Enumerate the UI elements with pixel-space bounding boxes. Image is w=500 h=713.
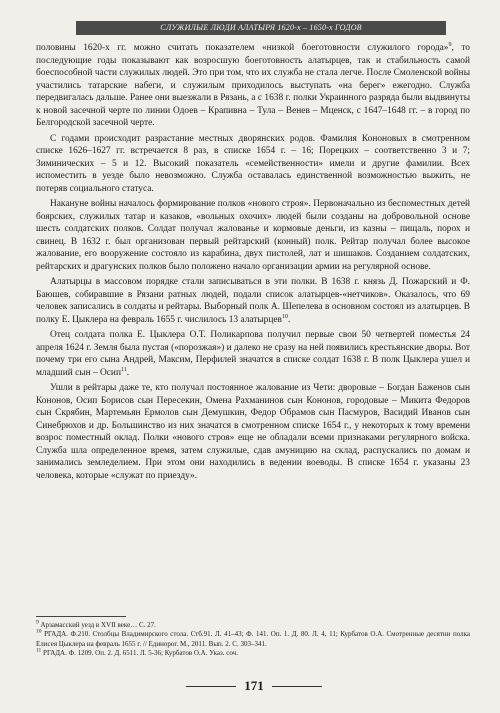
page-number-rule-right: [272, 686, 322, 687]
page-footer: [36, 678, 470, 694]
page-number-rule-left: [186, 686, 236, 687]
running-title: СЛУЖИЛЫЕ ЛЮДИ АЛАТЫРЯ 1620-х – 1650-х ГОДОВ: [160, 23, 362, 32]
footnote-10: $^{10}$ РГАДА. Ф.210. Столбцы Владимирского стола. Стб.91. Л. 41–43; Ф. 141. Оп. 1. Д. 80. Л. 4, 11; Курбатов О.А. Смотренные десятни полка Елисея Цыклера на февраль 1655 г. // Единорог. М., 2011. Вып. 2. С. 303–341.: [36, 628, 471, 648]
paragraph-4: Алатырцы в массовом порядке стали записываться в эти полки. В 1638 г. князь Д. Пожарский и Ф. Баюшев, собиравшие в Рязани ратных людей, подали список алатырцев-«нетчиков». Оказалось, что 69 человек записались в солдаты и рейтары. Выборный полк А. Шепелева в основном состоял из алатырцев. В полку Е. Цыклера на февраль 1655 г. числилось 13 алатырцев$^{10}$.: [36, 277, 470, 325]
footnote-divider: [36, 616, 126, 617]
page-number: 171: [244, 678, 264, 693]
main-text: [36, 42, 470, 482]
footnote-ref-10[interactable]: 10: [281, 313, 288, 320]
footnote-11: $^{11}$ РГАДА. Ф. 1209. Оп. 2. Д. 6511. Л. 5-36; Курбатов О.А. Указ. соч.: [36, 647, 238, 657]
running-header: [76, 21, 446, 35]
paragraph-2: С годами происходит разрастание местных дворянских родов. Фамилия Кононовых в смотренном списке 1626–1627 гг. встречается 8 раз, в списке 1654 г. – 16; Порецких – соответственно 3 и 7; Зиминических – 5 и 12. Высокий показатель «семейственности» имели и другие фамилии. Всех испоместить в уезде было невозможно. Служба оставалась единственной возможностью выжить, не потеряв социального статуса.: [36, 133, 470, 194]
paragraph-5: Отец солдата полка Е. Цыклера О.Т. Поликарпова получил первые свои 50 четвертей поместья 24 апреля 1624 г. Земля была пустая («порозжая») и далеко не сразу на ней появились крестьянские дворы. Вот почему три его сына Андрей, Максим, Перфилей значатся в списке солдат 1638 г. В полк Цыклера ушел и младший сын – Осип$^{11}$.: [36, 330, 470, 378]
footnote-ref-11[interactable]: 11: [120, 366, 127, 373]
paragraph-6: Ушли в рейтары даже те, кто получал постоянное жалование из Чети: дворовые – Богдан Баженов сын Кононов, Осип Борисов сын Пересекин, Омена Рахманинов сын Кононов, городовые – Микита Федоров сын Скрябин, Мартемьян Ермолов сын Демушкин, Федор Обрамов сын Пасмуров, Васидий Иванов сын Синебрюхов и др. Большинство из них значатся в смотренном списке 1654 г., у некоторых к тому времени возрос поместный оклад. Полки «нового строя» еще не обладали всеми признаками регулярного войска. Служба шла определенное время, затем служилые, сдав амуницию на склад, распускались по домам и занимались земледелием. При этом они находились в ведении воеводы. В списке 1654 г. указаны 23 человека, которые «служат по приезду».: [36, 383, 470, 481]
footnotes: [36, 621, 470, 658]
footnote-9: $^9$ Арзамасский уезд в XVII веке… С. 27.: [36, 619, 156, 629]
paragraph-1: половины 1620-х гг. можно считать показателем «низкой боеготовности служилого города»$^9$, то последующие годы показывают как возросшую боеготовность алатырцев, так и стабильность самой боеспособной части служилых людей. Это при том, что их служба не стала легче. После Смоленской войны участились татарские набеги, и служилым приходилось выступать «на берег» ежегодно. Служба передвигалась дальше. Ранее они выезжали в Рязань, а с 1638 г. полки Украинного разряда были выдвинуты к новой засечной черте по линии Одоев – Крапивна – Тула – Венев – Мценск, с 1647–1648 гг. – в город по Белгородской засечной черте.: [36, 41, 470, 128]
paragraph-3: Накануне войны началось формирование полков «нового строя». Первоначально из беспоместных детей боярских, служилых татар и казаков, «вольных охочих» людей были созданы на добровольной основе шесть солдатских полков. Солдат получал жалованье и кормовые деньги, из казны – пищаль, порох и свинец. В 1632 г. был организован первый рейтарский (конный) полк. Рейтар получал более высокое жалование, его вооружение состояло из карабина, двух пистолей, лат и шишаков. Созданием солдатских, рейтарских и драгунских полков было положено начало организации армии на регулярной основе.: [36, 199, 470, 272]
footnote-ref-9[interactable]: 9: [448, 41, 452, 48]
